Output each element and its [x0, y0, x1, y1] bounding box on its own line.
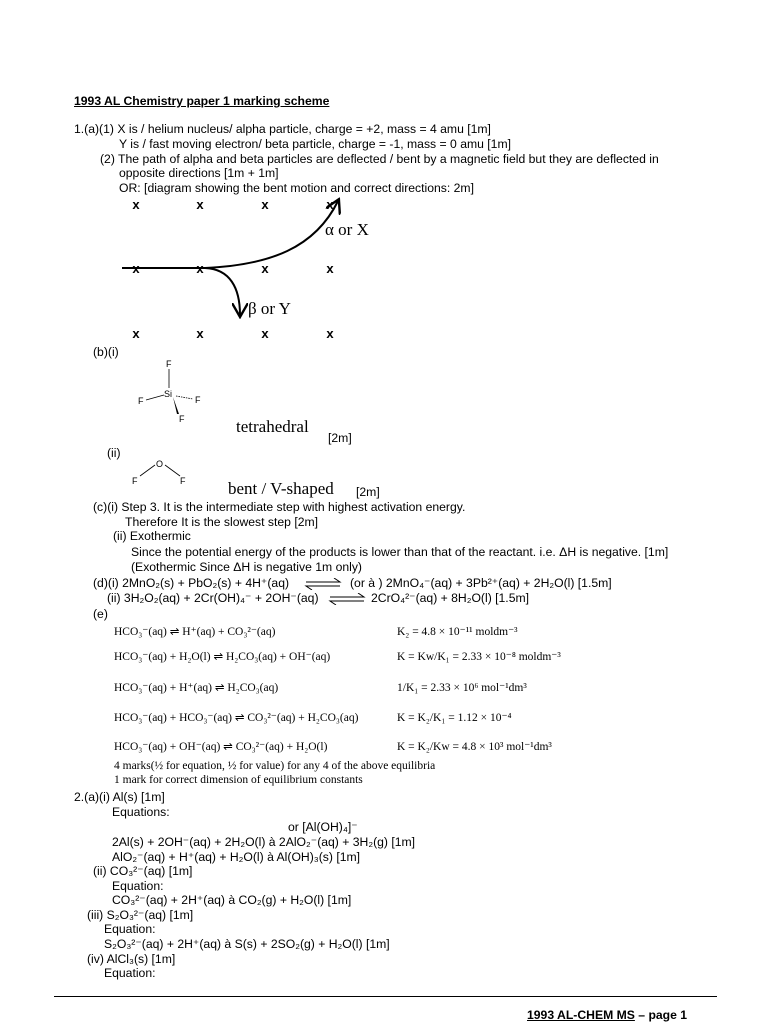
- sif4-shape: tetrahedral: [236, 417, 309, 436]
- q1-e-label: (e): [93, 607, 108, 621]
- equilibrium-arrow-icon: [304, 578, 342, 590]
- field-cross: x: [196, 326, 204, 341]
- field-cross: x: [196, 261, 204, 276]
- q2-equation-label: Equation:: [104, 922, 156, 936]
- field-cross: x: [132, 197, 140, 212]
- q1-d-ii-left: (ii) 3H₂O₂(aq) + 2Cr(OH)₄⁻ + 2OH⁻(aq): [107, 591, 319, 605]
- q2-a-ii: (ii) CO₃²⁻(aq) [1m]: [93, 864, 193, 878]
- q2-equation-label: Equation:: [104, 966, 156, 980]
- q2-eq4: S₂O₃²⁻(aq) + 2H⁺(aq) à S(s) + 2SO₂(g) + H₂O(l) [1m]: [104, 937, 390, 951]
- equilibrium-arrow-icon: [328, 593, 366, 605]
- q1-a2-line2: opposite directions [1m + 1m]: [119, 166, 279, 180]
- q1-c-ii-line2: Since the potential energy of the products is lower than that of the reactant. i.e. ΔH is negative. [1m]: [131, 545, 669, 559]
- atom-f: F: [195, 395, 201, 405]
- alpha-path: [205, 201, 338, 268]
- atom-o: O: [156, 459, 164, 469]
- q2-eq2: AlO₂⁻(aq) + H⁺(aq) + H₂O(l) à Al(OH)₃(s) [1m]: [112, 850, 361, 864]
- q1-a2-line1: (2) The path of alpha and beta particles are deflected / bent by a magnetic field but they are deflected in: [100, 152, 659, 166]
- field-cross: x: [326, 261, 334, 276]
- equilibrium-k-3: 1/K₁ = 2.33 × 10⁶ mol⁻¹dm³: [397, 682, 527, 694]
- field-cross: x: [261, 326, 269, 341]
- field-cross: x: [132, 261, 140, 276]
- field-cross: x: [326, 326, 334, 341]
- q2-eq3: CO₃²⁻(aq) + 2H⁺(aq) à CO₂(g) + H₂O(l) [1m]: [112, 893, 352, 907]
- particle-deflection-diagram: [120, 193, 380, 345]
- q2-equations-label: Equations:: [112, 805, 170, 819]
- q2-a-iii: (iii) S₂O₃²⁻(aq) [1m]: [87, 908, 194, 922]
- q1-c-ii-line1: (ii) Exothermic: [113, 529, 191, 543]
- field-cross: x: [132, 326, 140, 341]
- q1-d-i-right: (or à ) 2MnO₄⁻(aq) + 3Pb²⁺(aq) + 2H₂O(l) [1.5m]: [350, 576, 612, 590]
- q1-c-ii-line3: (Exothermic Since ΔH is negative 1m only): [131, 560, 362, 574]
- of2-mark: [2m]: [356, 485, 380, 499]
- q1-e-note2: 1 mark for correct dimension of equilibrium constants: [114, 774, 363, 786]
- q1-d-ii-right: 2CrO₄²⁻(aq) + 8H₂O(l) [1.5m]: [371, 591, 530, 605]
- of2-shape: bent / V-shaped: [228, 479, 334, 498]
- footer-page: – page 1: [634, 1008, 688, 1022]
- atom-f: F: [138, 396, 144, 406]
- of2-structure: [130, 456, 190, 488]
- q2-a-i: 2.(a)(i) Al(s) [1m]: [74, 790, 165, 804]
- q1-a1-x: 1.(a)(1) X is / helium nucleus/ alpha particle, charge = +2, mass = 4 amu [1m]: [74, 122, 491, 136]
- footer: [527, 1008, 687, 1022]
- beta-label: β or Y: [248, 299, 291, 318]
- footer-rule: [54, 996, 717, 997]
- field-cross: x: [261, 197, 269, 212]
- equilibrium-eq-2: HCO₃⁻(aq) + H₂O(l) ⇌ H₂CO₃(aq) + OH⁻(aq): [114, 651, 331, 663]
- atom-f: F: [166, 359, 172, 369]
- q1-c-i-line2: Therefore It is the slowest step [2m]: [125, 515, 319, 529]
- field-cross: x: [261, 261, 269, 276]
- atom-f: F: [132, 476, 138, 486]
- equilibrium-eq-5: HCO₃⁻(aq) + OH⁻(aq) ⇌ CO₃²⁻(aq) + H₂O(l): [114, 741, 328, 753]
- q1-c-i-line1: (c)(i) Step 3. It is the intermediate step with highest activation energy.: [93, 500, 466, 514]
- q1-d-i-left: (d)(i) 2MnO₂(s) + PbO₂(s) + 4H⁺(aq): [93, 576, 290, 590]
- q2-alt-formula: or [Al(OH)₄]⁻: [288, 820, 358, 834]
- equilibrium-k-2: K = Kw/K₁ = 2.33 × 10⁻⁸ moldm⁻³: [397, 651, 561, 663]
- beta-path: [205, 268, 240, 315]
- equilibrium-eq-4: HCO₃⁻(aq) + HCO₃⁻(aq) ⇌ CO₃²⁻(aq) + H₂CO₃(aq): [114, 712, 359, 724]
- equilibrium-eq-3: HCO₃⁻(aq) + H⁺(aq) ⇌ H₂CO₃(aq): [114, 682, 279, 694]
- footer-title: 1993 AL-CHEM MS: [527, 1008, 635, 1022]
- atom-si: Si: [164, 389, 173, 399]
- q2-eq1: 2Al(s) + 2OH⁻(aq) + 2H₂O(l) à 2AlO₂⁻(aq) + 3H₂(g) [1m]: [112, 835, 416, 849]
- q1-a1-y: Y is / fast moving electron/ beta particle, charge = -1, mass = 0 amu [1m]: [119, 137, 511, 151]
- q1-b-i-label: (b)(i): [93, 345, 119, 359]
- sif4-mark: [2m]: [328, 431, 352, 445]
- equilibrium-k-4: K = K₂/K₁ = 1.12 × 10⁻⁴: [397, 712, 512, 724]
- q1-e-note1: 4 marks(½ for equation, ½ for value) for any 4 of the above equilibria: [114, 760, 436, 772]
- atom-f: F: [179, 414, 185, 424]
- alpha-label: α or X: [325, 220, 369, 239]
- equilibrium-eq-1: HCO₃⁻(aq) ⇌ H⁺(aq) + CO₃²⁻(aq): [114, 626, 276, 638]
- equilibrium-k-1: K₂ = 4.8 × 10⁻¹¹ moldm⁻³: [397, 626, 518, 638]
- q1-a2-line3: OR: [diagram showing the bent motion and correct directions: 2m]: [119, 181, 474, 195]
- q2-a-iv: (iv) AlCl₃(s) [1m]: [87, 952, 176, 966]
- atom-f: F: [180, 476, 186, 486]
- field-cross: x: [196, 197, 204, 212]
- q1-b-ii-label: (ii): [107, 446, 121, 460]
- sif4-structure: [133, 357, 213, 427]
- equilibrium-k-5: K = K₂/Kw = 4.8 × 10³ mol⁻¹dm³: [397, 741, 552, 753]
- page-title: 1993 AL Chemistry paper 1 marking scheme: [74, 94, 330, 108]
- field-cross: x: [326, 197, 334, 212]
- q2-equation-label: Equation:: [112, 879, 164, 893]
